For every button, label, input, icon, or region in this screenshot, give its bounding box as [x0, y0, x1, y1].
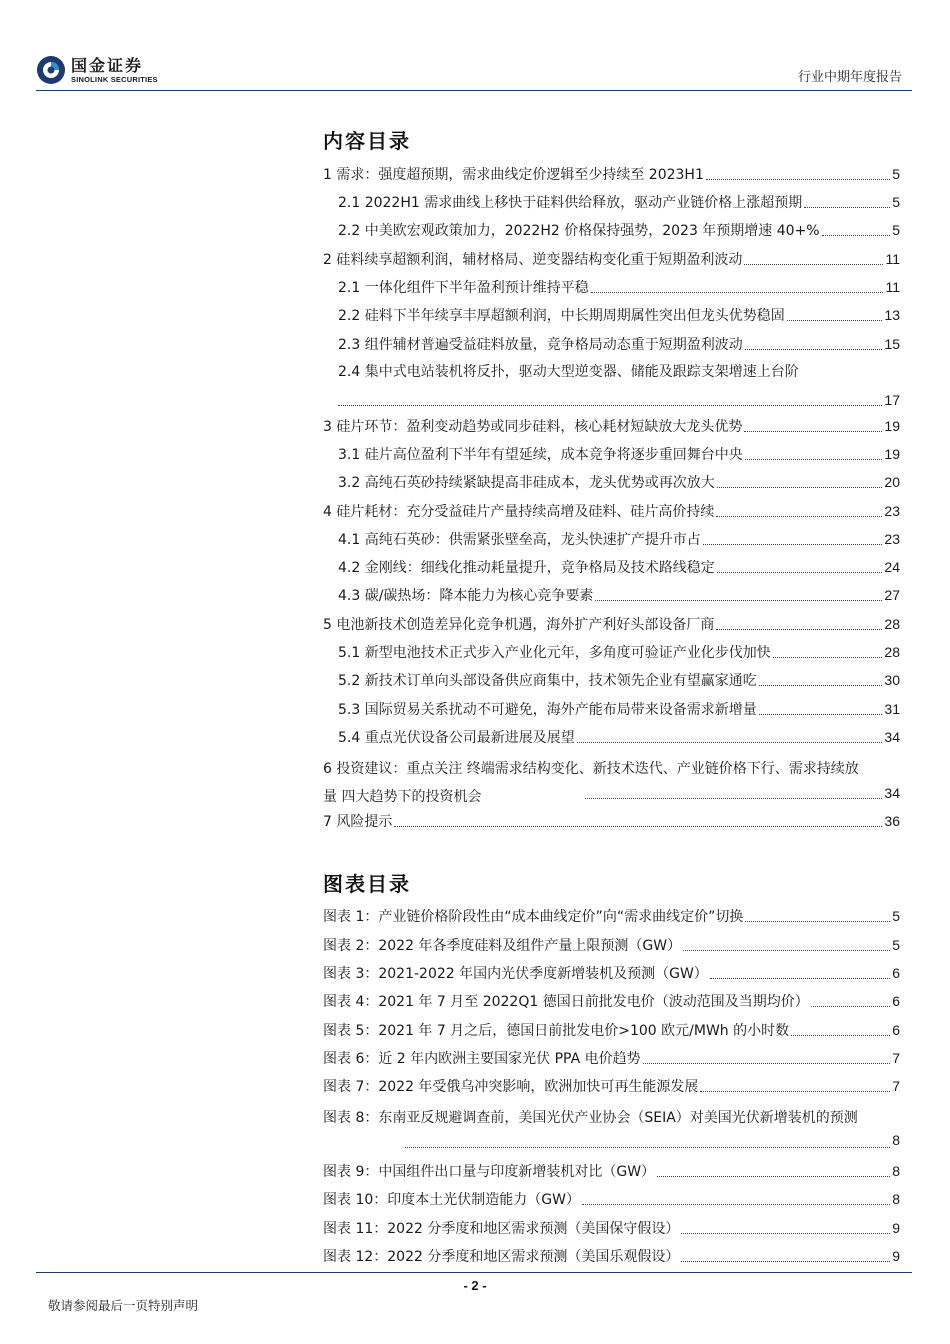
toc-entry-wrapped[interactable]: 2.4 集中式电站装机将反扑，驱动大型逆变器、储能及跟踪支架增速上台阶 17 [338, 364, 900, 408]
contents-title: 内容目录 [323, 129, 411, 153]
toc-entry[interactable]: 5.2 新技术订单向头部设备供应商集中，技术领先企业有望赢家通吃 30 [338, 672, 900, 689]
figure-entry[interactable]: 图表 10：印度本土光伏制造能力（GW） 8 [323, 1191, 900, 1208]
toc-entry[interactable]: 2.3 组件辅材普遍受益硅料放量，竞争格局动态重于短期盈利波动 15 [338, 336, 900, 353]
figures-title: 图表目录 [323, 872, 411, 896]
figure-entry[interactable]: 图表 5：2021 年 7 月之后，德国日前批发电价>100 欧元/MWh 的小时数 6 [323, 1022, 900, 1039]
page-number: - 2 - [463, 1278, 487, 1293]
figure-entry[interactable]: 图表 7：2022 年受俄乌冲突影响，欧洲加快可再生能源发展 7 [323, 1078, 900, 1095]
toc-entry[interactable]: 7 风险提示 36 [323, 813, 900, 830]
toc-entry[interactable]: 3.2 高纯石英砂持续紧缺提高非硅成本，龙头优势或再次放大 20 [338, 474, 900, 491]
toc-entry[interactable]: 2.2 硅料下半年续享丰厚超额利润，中长期周期属性突出但龙头优势稳固 13 [338, 307, 900, 324]
figure-entry[interactable]: 图表 3：2021-2022 年国内光伏季度新增装机及预测（GW） 6 [323, 965, 900, 982]
figure-entry[interactable]: 图表 12：2022 分季度和地区需求预测（美国乐观假设） 9 [323, 1248, 900, 1265]
toc-entry[interactable]: 2.1 一体化组件下半年盈利预计维持平稳 11 [338, 279, 900, 296]
toc-entry[interactable]: 5.4 重点光伏设备公司最新进展及展望 34 [338, 729, 900, 746]
toc-entry[interactable]: 5.3 国际贸易关系扰动不可避免，海外产能布局带来设备需求新增量 31 [338, 701, 900, 718]
figure-entry[interactable]: 图表 6：近 2 年内欧洲主要国家光伏 PPA 电价趋势 7 [323, 1050, 900, 1067]
company-logo [36, 55, 158, 85]
figure-entry[interactable]: 图表 2：2022 年各季度硅料及组件产量上限预测（GW） 5 [323, 937, 900, 954]
toc-entry[interactable]: 2.1 2022H1 需求曲线上移快于硅料供给释放，驱动产业链价格上涨超预期 5 [338, 194, 900, 211]
figure-entry[interactable]: 图表 4：2021 年 7 月至 2022Q1 德国日前批发电价（波动范围及当期均价） 6 [323, 993, 900, 1010]
toc-entry[interactable]: 4.3 碳/碳热场：降本能力为核心竞争要素 27 [338, 587, 900, 604]
toc-entry[interactable]: 5.1 新型电池技术正式步入产业化元年，多角度可验证产业化步伐加快 28 [338, 644, 900, 661]
toc-entry[interactable]: 3.1 硅片高位盈利下半年有望延续，成本竞争将逐步重回舞台中央 19 [338, 446, 900, 463]
header-divider [36, 90, 912, 91]
footer-divider [36, 1272, 912, 1273]
toc-entry-wrapped[interactable]: 6 投资建议：重点关注 终端需求结构变化、新技术迭代、产业链价格下行、需求持续放量 四大趋势下的投资机会 34 [323, 761, 900, 803]
toc-entry[interactable]: 5 电池新技术创造差异化竞争机遇，海外扩产利好头部设备厂商 28 [323, 616, 900, 633]
toc-entry[interactable]: 4.1 高纯石英砂：供需紧张壁垒高，龙头快速扩产提升市占 23 [338, 531, 900, 548]
toc-entry[interactable]: 2.2 中美欧宏观政策加力，2022H2 价格保持强势，2023 年预期增速 40+% 5 [338, 222, 900, 239]
toc-entry[interactable]: 4.2 金刚线：细线化推动耗量提升，竞争格局及技术路线稳定 24 [338, 559, 900, 576]
figure-entry[interactable]: 图表 11：2022 分季度和地区需求预测（美国保守假设） 9 [323, 1220, 900, 1237]
toc-entry[interactable]: 4 硅片耗材：充分受益硅片产量持续高增及硅料、硅片高价持续 23 [323, 503, 900, 520]
toc-entry[interactable]: 3 硅片环节：盈利变动趋势或同步硅料，核心耗材短缺放大龙头优势 19 [323, 418, 900, 435]
logo-english-name: SINOLINK SECURITIES [71, 74, 158, 84]
sinolink-logo-icon [36, 55, 66, 85]
report-type-label: 行业中期年度报告 [797, 70, 902, 85]
disclaimer-note: 敬请参阅最后一页特别声明 [48, 1298, 199, 1313]
logo-chinese-name: 国金证券 [71, 55, 144, 75]
toc-entry[interactable]: 1 需求：强度超预期，需求曲线定价逻辑至少持续至 2023H1 5 [323, 166, 900, 183]
figure-entry-wrapped[interactable]: 图表 8：东南亚反规避调查前，美国光伏产业协会（SEIA）对美国光伏新增装机的预测 8 [323, 1104, 900, 1152]
figure-entry[interactable]: 图表 1：产业链价格阶段性由“成本曲线定价”向“需求曲线定价”切换 5 [323, 908, 900, 925]
toc-entry[interactable]: 2 硅料续享超额利润，辅材格局、逆变器结构变化重于短期盈利波动 11 [323, 251, 900, 268]
figure-entry[interactable]: 图表 9：中国组件出口量与印度新增装机对比（GW） 8 [323, 1163, 900, 1180]
